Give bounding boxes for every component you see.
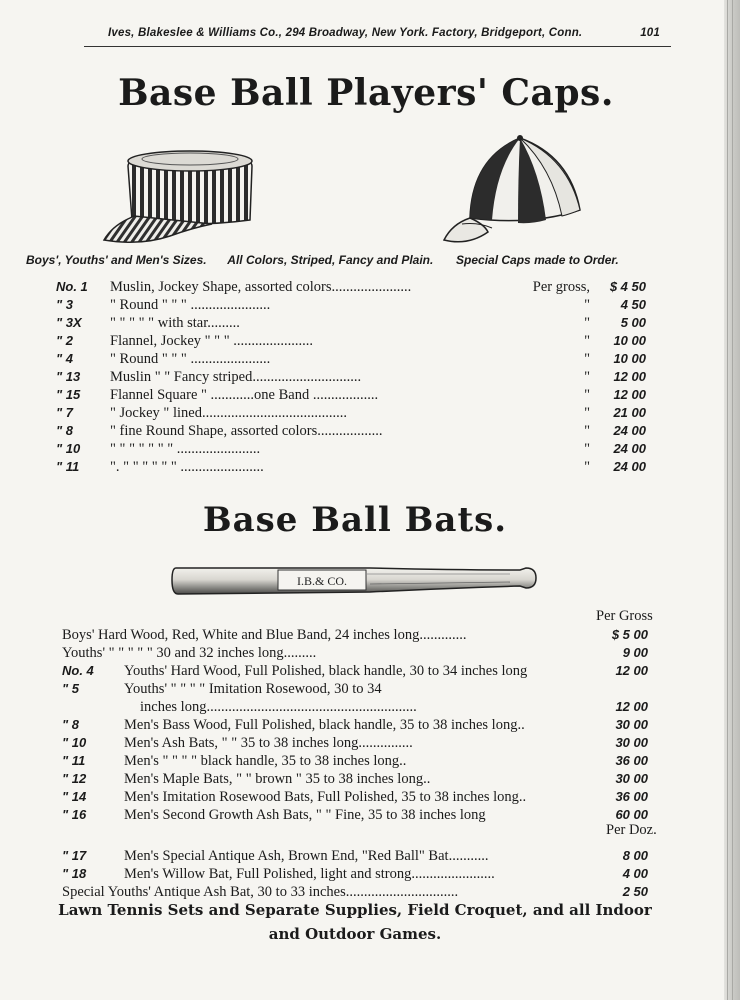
item-unit: Per gross, [532,279,590,295]
item-price: $ 4 50 [609,279,646,294]
item-price: 9 00 [622,645,648,660]
cap-item [0,297,700,315]
item-number: " 5 [62,681,80,696]
item-number: " 11 [56,459,80,474]
page-edge [724,0,740,1000]
item-price: 2 50 [622,884,648,899]
item-number: " 3X [56,315,82,330]
item-price: 24 00 [613,423,646,438]
item-description: Men's Bass Wood, Full Polished, black handle, 35 to 38 inches long.. [124,717,525,733]
item-price: 5 00 [620,315,646,330]
round-cap-icon [104,151,252,242]
bat-item [0,681,700,699]
cap-item [0,423,700,441]
item-number: " 10 [56,441,81,456]
item-description: Youths' " " " " Imitation Rosewood, 30 to 34 [124,681,382,697]
publisher-line: Ives, Blakeslee & Williams Co., 294 Broadway, New York. Factory, Bridgeport, Conn. [108,27,583,39]
item-unit: " [584,387,590,403]
item-price: 60 00 [615,807,648,822]
item-description: Men's Willow Bat, Full Polished, light and strong....................... [124,866,495,882]
cap-item [0,387,700,405]
cap-item [0,405,700,423]
caps-illustration [100,128,600,248]
bat-item [0,753,700,771]
paneled-cap-icon [444,135,580,242]
bat-icon [172,568,536,594]
per-doz-label: Per Doz. [606,822,657,838]
item-price: 8 00 [622,848,648,863]
item-description: Men's Imitation Rosewood Bats, Full Polished, 35 to 38 inches long.. [124,789,527,805]
item-price: 24 00 [613,441,646,456]
item-number: " 13 [56,369,81,384]
item-price: 30 00 [615,735,648,750]
item-number: " 18 [62,866,87,881]
bat-item [0,807,700,825]
item-description: Youths' Hard Wood, Full Polished, black handle, 30 to 34 inches long [124,663,528,679]
edge-line [732,0,733,1000]
cap-item [0,459,700,477]
item-description: Flannel Square " ............one Band .................. [110,387,379,403]
item-number: " 15 [56,387,81,402]
cap-item [0,441,700,459]
subtitle-sizes: Boys', Youths' and Men's Sizes. [26,253,207,267]
item-number: " 8 [62,717,80,732]
bat-item [0,645,700,663]
subtitle-colors: All Colors, Striped, Fancy and Plain. [227,253,434,267]
item-number: " 12 [62,771,87,786]
caps-subtitle [26,253,686,267]
item-description: Men's Second Growth Ash Bats, " " Fine, 35 to 38 inches long [124,807,486,823]
item-unit: " [584,351,590,367]
item-price: 4 50 [620,297,646,312]
item-number: No. 1 [56,279,88,294]
cap-item [0,333,700,351]
item-description: Men's Ash Bats, " " 35 to 38 inches long............... [124,735,413,751]
item-number: No. 4 [62,663,94,678]
item-price: 36 00 [615,789,648,804]
footer-line-1: Lawn Tennis Sets and Separate Supplies, Field Croquet, and all Indoor [58,901,652,919]
cap-item [0,351,700,369]
item-number: " 17 [62,848,87,863]
item-number: " 16 [62,807,87,822]
cap-item [0,315,700,333]
caps-title: Base Ball Players' Caps. [118,72,614,114]
item-description: " fine Round Shape, assorted colors.................. [110,423,383,439]
item-description: Youths' " " " " " 30 and 32 inches long......... [62,645,317,661]
cap-item [0,279,700,297]
item-description: Muslin, Jockey Shape, assorted colors...................... [110,279,412,295]
header-rule [84,46,671,47]
item-description: Men's Special Antique Ash, Brown End, "Red Ball" Bat........... [124,848,489,864]
item-unit: " [584,441,590,457]
item-description: ". " " " " " " ....................... [110,459,264,475]
bat-item [0,771,700,789]
item-description: " " " " " with star......... [110,315,240,331]
bat-item [0,866,700,884]
bats-title: Base Ball Bats. [202,500,508,540]
item-price: 30 00 [615,771,648,786]
item-price: 10 00 [613,333,646,348]
item-description: " Jockey " lined........................................ [110,405,347,421]
item-number: " 4 [56,351,74,366]
bat-item [0,789,700,807]
item-description: Special Youths' Antique Ash Bat, 30 to 33 inches............................... [62,884,459,900]
item-price: $ 5 00 [611,627,648,642]
bat-illustration [170,562,542,602]
item-description: " Round " " " ...................... [110,351,271,367]
item-unit: " [584,405,590,421]
item-description: Men's Maple Bats, " " brown " 35 to 38 inches long.. [124,771,431,787]
item-unit: " [584,297,590,313]
item-number: " 7 [56,405,74,420]
item-price: 12 00 [613,387,646,402]
bat-item [0,627,700,645]
item-price: 12 00 [615,663,648,678]
item-description: Muslin " " Fancy striped.............................. [110,369,362,385]
bat-item-continued [0,699,700,717]
item-price: 21 00 [613,405,646,420]
item-number: " 3 [56,297,74,312]
item-price: 30 00 [615,717,648,732]
footer-line-2: and Outdoor Games. [268,925,442,943]
item-description: Flannel, Jockey " " " ...................... [110,333,314,349]
item-price: 24 00 [613,459,646,474]
item-number: " 11 [62,753,86,768]
item-number: " 2 [56,333,74,348]
item-number: " 10 [62,735,87,750]
item-price: 10 00 [613,351,646,366]
page-header [80,27,660,45]
item-price: 12 00 [615,699,648,714]
subtitle-special: Special Caps made to Order. [456,253,619,267]
item-unit: " [584,369,590,385]
item-number: " 8 [56,423,74,438]
item-price: 4 00 [622,866,648,881]
bat-item [0,717,700,735]
cap-item [0,369,700,387]
item-number: " 14 [62,789,87,804]
item-description: " Round " " " ...................... [110,297,271,313]
item-price: 36 00 [615,753,648,768]
item-description: " " " " " " " ....................... [110,441,261,457]
item-price: 12 00 [613,369,646,384]
item-unit: " [584,423,590,439]
edge-line [727,0,728,1000]
page-number: 101 [640,27,660,39]
item-unit: " [584,459,590,475]
item-unit: " [584,315,590,331]
item-description: inches long.......................................................... [140,699,417,715]
per-gross-label: Per Gross [596,608,653,624]
item-description: Men's " " " " black handle, 35 to 38 inches long.. [124,753,407,769]
bat-item [0,735,700,753]
bat-item [0,848,700,866]
bat-item [0,663,700,681]
item-unit: " [584,333,590,349]
footer-note [0,898,710,946]
item-description: Boys' Hard Wood, Red, White and Blue Band, 24 inches long............. [62,627,467,643]
bat-brand-label: I.B.& CO. [296,574,348,588]
